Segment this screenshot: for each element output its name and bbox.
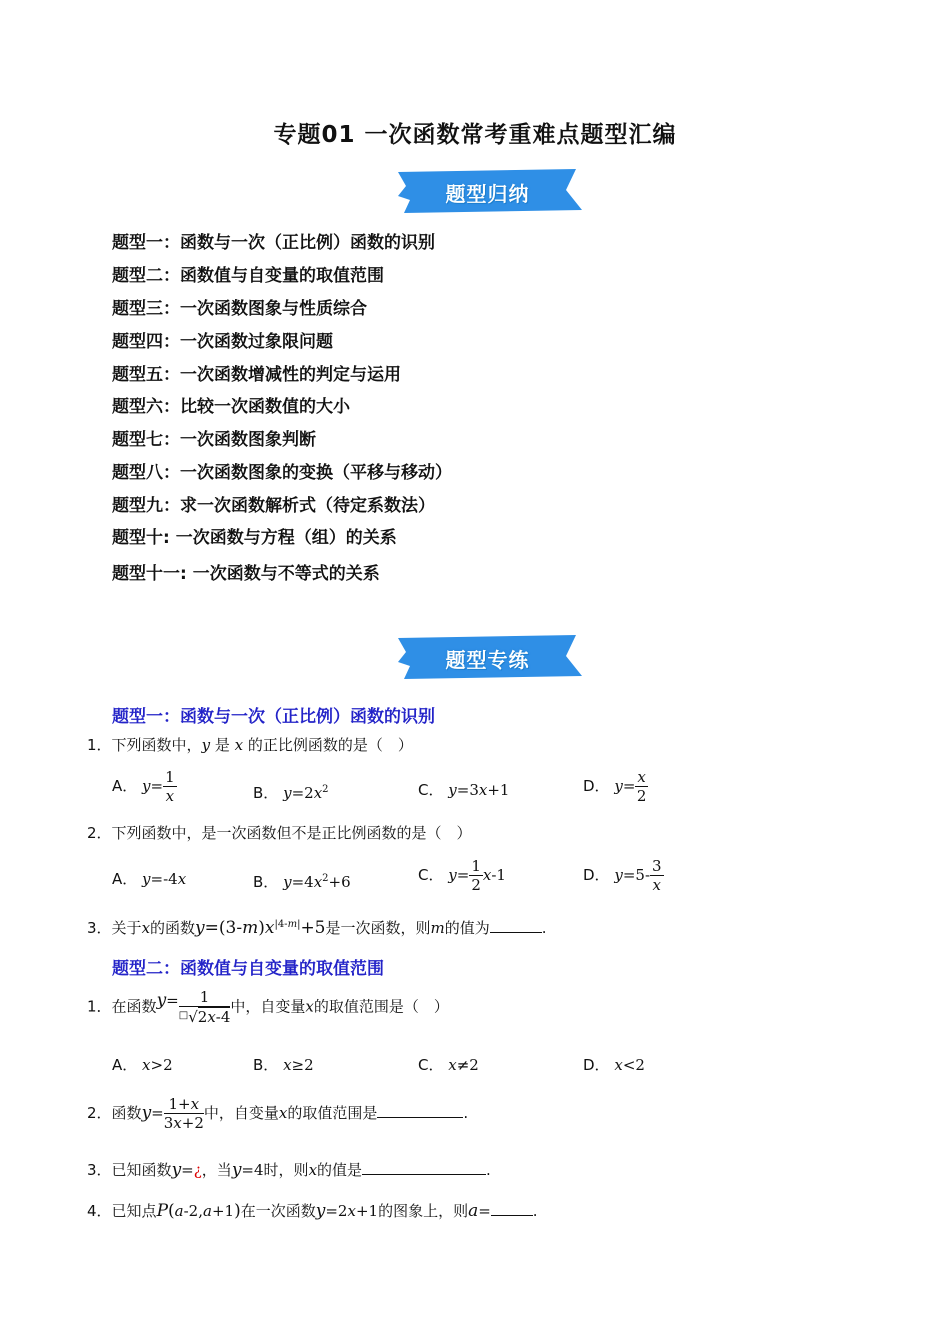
fraction: $\frac{3}{x}$ <box>652 857 662 894</box>
question-text: 的函数 <box>150 919 196 937</box>
option-d[interactable]: D． y= $\frac{x}{2}$ <box>583 768 647 805</box>
question-text: 已知函数 <box>111 1161 172 1179</box>
section-heading-1: 题型一：函数与一次（正比例）函数的识别 <box>112 707 435 727</box>
question-1-2 <box>87 822 472 844</box>
option-label: B． <box>253 873 279 891</box>
option-b[interactable]: B． x≥2 <box>253 1056 314 1074</box>
option-a[interactable]: A． x>2 <box>112 1056 173 1074</box>
question-text: 的图象上，则 <box>378 1202 469 1220</box>
option-label: B． <box>253 1056 279 1074</box>
option-label: C． <box>418 1056 444 1074</box>
toc-item-8: 题型八：一次函数图象的变换（平移与移动） <box>112 463 452 483</box>
option-b[interactable]: B． $y=4x^2+6$ <box>253 873 351 891</box>
option-label: A． <box>112 1056 138 1074</box>
question-text: 是一次函数，则 <box>325 919 431 937</box>
question-number: 1． <box>87 997 112 1016</box>
formula: y <box>614 777 623 795</box>
question-2-3: 3．已知函数y=¿，当y=4时，则x的值是 . <box>87 1160 491 1180</box>
toc-item-3: 题型三：一次函数图象与性质综合 <box>112 299 367 319</box>
question-text: 的值是 <box>317 1161 363 1179</box>
question-text: 的值为 <box>444 919 490 937</box>
option-a[interactable]: A． y=-4x <box>112 870 187 888</box>
banner-summary-label: 题型归纳 <box>445 182 530 206</box>
option-b[interactable]: B． $y=2x^2$ <box>253 784 329 802</box>
question-text: 中，自变量 <box>203 1104 279 1122</box>
formula: y <box>142 777 151 795</box>
banner-practice <box>390 632 585 682</box>
question-text: 的取值范围是 <box>287 1104 378 1122</box>
answer-blank[interactable] <box>377 1103 463 1118</box>
answer-blank[interactable] <box>490 918 542 933</box>
option-label: A． <box>112 777 138 795</box>
question-text: 中，自变量 <box>230 997 306 1016</box>
var-x: x <box>234 736 244 754</box>
option-c[interactable]: C． y=3x+1 <box>418 781 510 799</box>
option-label: A． <box>112 870 138 888</box>
question-number: 4． <box>87 1202 112 1220</box>
question-text: 在函数 <box>111 997 157 1016</box>
formula: y <box>448 866 457 884</box>
fraction: $\frac{1}{x}$ <box>165 768 175 805</box>
option-label: D． <box>583 866 610 884</box>
toc-item-9: 题型九：求一次函数解析式（待定系数法） <box>112 496 435 516</box>
formula: x <box>614 1056 623 1074</box>
question-text: 函数 <box>111 1104 142 1122</box>
question-2-2: 2．函数y= $\frac{1+x}{3x+2}$ 中，自变量x的取值范围是 . <box>87 1095 469 1132</box>
option-c[interactable]: C． y= $\frac{1}{2}$ x-1 <box>418 857 506 894</box>
toc-item-6: 题型六：比较一次函数值的大小 <box>112 397 350 417</box>
question-text: ，当 <box>201 1161 232 1179</box>
question-text: 的取值范围是（ ） <box>313 997 449 1016</box>
formula: y <box>614 866 623 884</box>
question-1-3: 3．关于x的函数$y=(3-m)x^{|4-m|}+5$是一次函数，则m的值为 . <box>87 918 547 938</box>
formula: x <box>142 1056 151 1074</box>
toc-item-5: 题型五：一次函数增减性的判定与运用 <box>112 365 401 385</box>
fraction: $\frac{1}{^□√2x-4}$ <box>178 988 231 1026</box>
toc-item-11: 题型十一: 一次函数与不等式的关系 <box>112 564 380 584</box>
question-text: 关于 <box>111 919 142 937</box>
formula: x <box>448 1056 457 1074</box>
question-number: 1． <box>87 736 112 754</box>
question-2-4: 4．已知点P(a-2,a+1)在一次函数y=2x+1的图象上，则a= . <box>87 1201 538 1221</box>
formula: y <box>448 781 457 799</box>
question-number: 2． <box>87 1104 112 1122</box>
question-text: 下列函数中， <box>111 736 202 754</box>
fraction: $\frac{1}{2}$ <box>471 857 481 894</box>
option-label: B． <box>253 784 279 802</box>
option-c[interactable]: C． x≠2 <box>418 1056 479 1074</box>
formula: y <box>283 784 292 802</box>
missing-formula-glyph: ¿ <box>193 1161 202 1179</box>
option-label: D． <box>583 777 610 795</box>
question-1-1 <box>87 734 413 756</box>
question-text-tail: 的正比例函数的是（ ） <box>243 736 413 754</box>
question-text: 时，则 <box>263 1161 309 1179</box>
section-heading-2: 题型二：函数值与自变量的取值范围 <box>112 959 384 979</box>
banner-practice-label: 题型专练 <box>445 648 530 672</box>
question-text: 下列函数中，是一次函数但不是正比例函数的是（ ） <box>111 824 472 842</box>
toc-item-10: 题型十: 一次函数与方程（组）的关系 <box>112 528 397 548</box>
option-label: C． <box>418 866 444 884</box>
option-d[interactable]: D． x<2 <box>583 1056 645 1074</box>
toc-item-1: 题型一：函数与一次（正比例）函数的识别 <box>112 233 435 253</box>
var-y: y <box>201 736 211 754</box>
option-a[interactable]: A． y= $\frac{1}{x}$ <box>112 768 175 805</box>
question-number: 3． <box>87 1161 112 1179</box>
question-2-1: 1．在函数y= $\frac{1}{^□√2x-4}$ 中，自变量x的取值范围是（ ） <box>87 988 449 1026</box>
question-number: 3． <box>87 919 112 937</box>
option-label: C． <box>418 781 444 799</box>
question-text-mid: 是 <box>210 736 235 754</box>
banner-summary <box>390 166 585 216</box>
formula: x <box>283 1056 292 1074</box>
fraction: $\frac{x}{2}$ <box>636 768 647 805</box>
toc-item-2: 题型二：函数值与自变量的取值范围 <box>112 266 384 286</box>
answer-blank[interactable] <box>491 1201 533 1216</box>
option-d[interactable]: D． y=5- $\frac{3}{x}$ <box>583 857 662 894</box>
formula: y <box>142 870 151 888</box>
fraction: $\frac{1+x}{3x+2}$ <box>163 1095 204 1132</box>
toc-item-4: 题型四：一次函数过象限问题 <box>112 332 333 352</box>
question-text: 在一次函数 <box>240 1202 316 1220</box>
option-label: D． <box>583 1056 610 1074</box>
answer-blank[interactable] <box>362 1160 486 1175</box>
formula: y <box>283 873 292 891</box>
question-text: 已知点 <box>111 1202 157 1220</box>
page-title: 专题01 一次函数常考重难点题型汇编 <box>273 122 677 148</box>
question-number: 2． <box>87 824 112 842</box>
toc-item-7: 题型七：一次函数图象判断 <box>112 430 316 450</box>
